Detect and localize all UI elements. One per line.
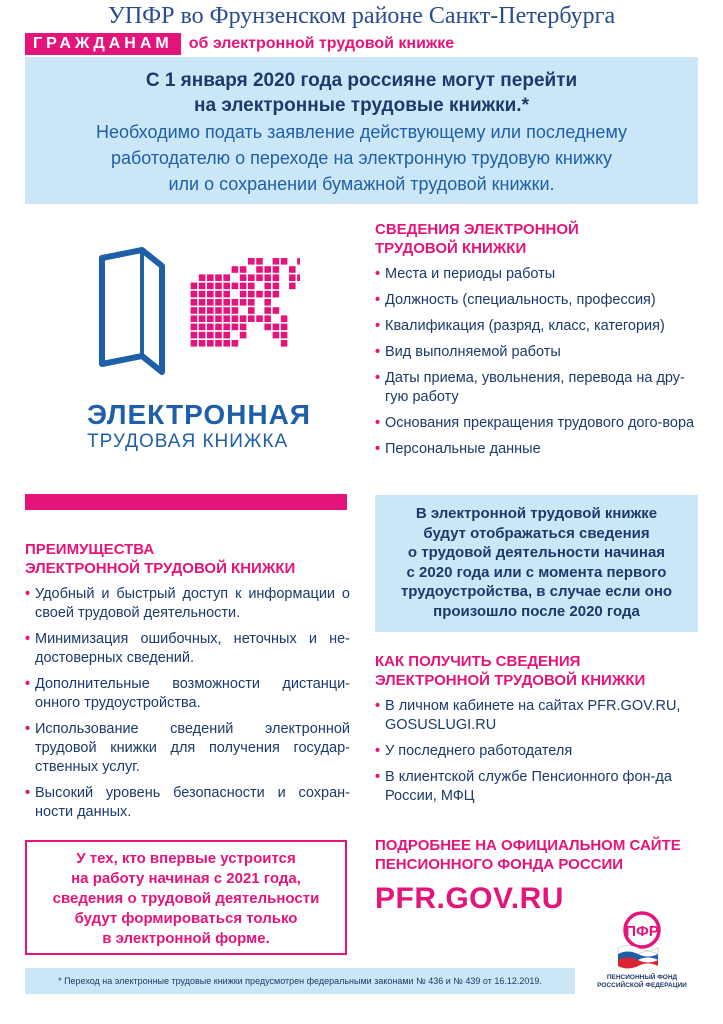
logo-pixel — [281, 315, 288, 322]
logo-pixel — [248, 315, 255, 322]
divider-bar — [25, 494, 347, 510]
list-item: • У последнего работодателя — [375, 742, 700, 761]
logo-pixel — [191, 291, 198, 298]
logo-pixel — [248, 274, 255, 281]
intro-headline-line: С 1 января 2020 года россияне могут перейти — [145, 70, 578, 91]
logo-pixel — [297, 258, 300, 265]
logo-pixel — [215, 283, 222, 290]
logo-pixel — [191, 315, 198, 322]
pfr-emblem-icon — [610, 910, 670, 970]
logo-pixel — [191, 324, 198, 331]
logo-pixel — [207, 274, 214, 281]
notice-box — [25, 840, 347, 955]
pfr-caption-line: РОССИЙСКОЙ ФЕДЕРАЦИИ — [597, 982, 687, 989]
audience-header — [25, 33, 454, 55]
logo-title: ЭЛЕКТРОННАЯ — [87, 399, 311, 430]
logo-pixel — [215, 291, 222, 298]
logo-pixel — [207, 283, 214, 290]
box-line: произошло после 2020 года — [433, 602, 640, 620]
logo-pixel — [281, 324, 288, 331]
topic-subtitle: об электронной трудовой книжке — [188, 35, 455, 52]
logo-pixel — [199, 283, 206, 290]
logo-pixel — [223, 274, 230, 281]
logo-pixel — [240, 266, 247, 273]
box-line: трудоустройства, в случае если оно — [400, 583, 673, 600]
logo-pixel — [199, 307, 206, 314]
logo-pixel — [264, 283, 271, 290]
box-line: с 2020 года или с момента первого — [406, 563, 667, 581]
logo-pixel — [207, 291, 214, 298]
list-item: • Даты приема, увольнения, перевода на дру-гую работу — [375, 369, 700, 407]
logo-pixel — [281, 340, 288, 347]
logo-pixel — [191, 332, 198, 339]
logo-pixel — [281, 332, 288, 339]
logo-pixel — [199, 332, 206, 339]
logo-pixel — [264, 299, 271, 306]
section-title: СВЕДЕНИЯ ЭЛЕКТРОННОЙ — [375, 221, 579, 238]
logo-pixel — [199, 340, 206, 347]
logo-pixel — [215, 299, 222, 306]
logo-pixel — [191, 307, 198, 314]
pfr-emblem-text: ПФР — [625, 923, 659, 940]
list-item: • Квалификация (разряд, класс, категория) — [375, 317, 700, 336]
info-list — [375, 265, 700, 459]
logo-pixel — [273, 274, 280, 281]
logo-pixel — [215, 324, 222, 331]
logo-pixel — [273, 324, 280, 331]
display-info-box — [375, 495, 698, 632]
logo-pixel — [248, 291, 255, 298]
list-item: • Должность (специальность, профессия) — [375, 291, 700, 310]
notice-line: в электронной форме. — [102, 930, 270, 947]
logo-pixel — [232, 324, 239, 331]
logo-pixel — [215, 332, 222, 339]
logo-pixel — [199, 291, 206, 298]
logo-pixel — [281, 258, 288, 265]
logo-pixel — [232, 340, 239, 347]
logo-pixel — [240, 299, 247, 306]
notice-line: У тех, кто впервые устроится — [76, 850, 296, 867]
logo-pixel — [199, 315, 206, 322]
box-line: В электронной трудовой книжке — [415, 505, 658, 522]
logo-pixel — [223, 324, 230, 331]
logo-pixel — [264, 274, 271, 281]
advantages-section — [25, 540, 350, 822]
logo-pixel — [273, 332, 280, 339]
logo-pixel — [223, 299, 230, 306]
section-title: ПРЕИМУЩЕСТВА — [25, 541, 155, 558]
logo-pixel — [199, 274, 206, 281]
section-title: ПОДРОБНЕЕ НА ОФИЦИАЛЬНОМ САЙТЕ — [375, 837, 681, 854]
logo-pixel — [191, 283, 198, 290]
notice-line: будут формироваться только — [74, 910, 298, 927]
logo-pixel — [207, 332, 214, 339]
list-item: • Места и периоды работы — [375, 265, 700, 284]
logo-pixel — [256, 266, 263, 273]
list-item: • В клиентской службе Пенсионного фон-да России, МФЦ — [375, 768, 700, 806]
list-item: • Высокий уровень безопасности и сохран-ности данных. — [25, 784, 350, 822]
logo-pixel — [289, 283, 296, 290]
logo-pixel — [215, 307, 222, 314]
list-item: • В личном кабинете на сайтах PFR.GOV.RU, GOSUSLUGI.RU — [375, 697, 700, 735]
logo-pixel — [273, 291, 280, 298]
logo-pixel — [223, 315, 230, 322]
logo-pixel — [273, 258, 280, 265]
logo-pixel — [240, 283, 247, 290]
how-list — [375, 697, 700, 806]
electronic-workbook-logo-icon — [80, 238, 300, 378]
logo-pixel — [232, 315, 239, 322]
logo-pixel — [256, 315, 263, 322]
logo-pixel — [256, 291, 263, 298]
intro-text-line: работодателю о переходе на электронную трудовую книжку — [110, 148, 613, 168]
logo-pixel — [248, 299, 255, 306]
logo-pixel — [223, 291, 230, 298]
logo-pixel — [240, 291, 247, 298]
box-line: о трудовой деятельности начиная — [407, 544, 666, 561]
section-title: ЭЛЕКТРОННОЙ ТРУДОВОЙ КНИЖКИ — [25, 560, 296, 577]
logo-pixel — [297, 274, 300, 281]
logo-pixel — [256, 274, 263, 281]
logo-pixel — [264, 291, 271, 298]
advantages-list — [25, 585, 350, 822]
logo-pixel — [215, 340, 222, 347]
list-item: • Минимизация ошибочных, неточных и не-достоверных сведений. — [25, 630, 350, 668]
logo-pixel — [248, 283, 255, 290]
logo-pixel — [191, 340, 198, 347]
logo-pixel — [207, 315, 214, 322]
intro-headline-line: на электронные трудовые книжки.* — [194, 95, 529, 116]
footnote: * Переход на электронные трудовые книжки предусмотрен федеральными законами № 436 и № 439 от 16.12.2019. — [25, 968, 575, 994]
list-item: • Основания прекращения трудового дого-вора — [375, 414, 700, 433]
logo-pixel — [232, 299, 239, 306]
logo-pixel — [273, 283, 280, 290]
section-title: ТРУДОВОЙ КНИЖКИ — [375, 240, 527, 257]
list-item: • Удобный и быстрый доступ к информации о своей трудовой деятельности. — [25, 585, 350, 623]
logo-pixel — [223, 283, 230, 290]
logo-pixel — [207, 340, 214, 347]
section-title: ПЕНСИОННОГО ФОНДА РОССИИ — [375, 856, 624, 873]
pfr-caption-line: ПЕНСИОННЫЙ ФОНД — [606, 974, 678, 981]
list-item: • Использование сведений электронной трудовой книжки для получения государ-ственных услуг. — [25, 720, 350, 777]
logo-pixel — [215, 315, 222, 322]
notice-line: сведения о трудовой деятельности — [52, 890, 320, 907]
logo-pixel — [264, 266, 271, 273]
pfr-site-link[interactable]: PFR.GOV.RU — [375, 882, 564, 915]
intro-panel — [25, 57, 698, 204]
logo-pixel — [240, 324, 247, 331]
pfr-caption — [588, 974, 696, 990]
workbook-info-section — [375, 220, 700, 459]
list-item: • Вид выполняемой работы — [375, 343, 700, 362]
list-item: • Дополнительные возможности дистанци-онного трудоустройства. — [25, 675, 350, 713]
intro-text-line: или о сохранении бумажной трудовой книжки. — [168, 174, 555, 194]
logo-pixel — [232, 266, 239, 273]
logo-pixel — [289, 274, 296, 281]
logo-pixel — [240, 315, 247, 322]
section-title: КАК ПОЛУЧИТЬ СВЕДЕНИЯ — [375, 653, 581, 670]
logo-pixel — [248, 258, 255, 265]
logo-pixel — [232, 283, 239, 290]
logo-pixel — [191, 299, 198, 306]
logo-pixel — [207, 324, 214, 331]
logo-pixel — [256, 258, 263, 265]
logo-pixel — [248, 307, 255, 314]
notice-line: на работу начиная с 2021 года, — [71, 870, 301, 887]
list-item: • Персональные данные — [375, 440, 700, 459]
section-title: ЭЛЕКТРОННОЙ ТРУДОВОЙ КНИЖКИ — [375, 672, 646, 689]
box-line: будут отображаться сведения — [423, 524, 650, 542]
logo-pixel — [273, 307, 280, 314]
more-info-section — [375, 836, 705, 874]
how-to-get-section — [375, 652, 700, 806]
intro-text-line: Необходимо подать заявление действующему или последнему — [95, 122, 628, 142]
logo-pixel — [199, 324, 206, 331]
logo-pixel — [223, 307, 230, 314]
logo-pixel — [223, 340, 230, 347]
logo-pixel — [207, 299, 214, 306]
logo-pixel — [264, 307, 271, 314]
logo-pixel — [240, 332, 247, 339]
logo-pixel — [264, 315, 271, 322]
logo-pixel — [215, 274, 222, 281]
logo-pixel — [264, 324, 271, 331]
logo-pixel — [223, 332, 230, 339]
logo-pixel — [289, 266, 296, 273]
logo-pixel — [273, 266, 280, 273]
logo-subtitle: ТРУДОВАЯ КНИЖКА — [87, 431, 289, 452]
logo-pixel — [207, 307, 214, 314]
logo-pixel — [232, 307, 239, 314]
page-title: УПФР во Фрунзенском районе Санкт-Петербурга — [107, 3, 616, 29]
logo-pixel — [199, 299, 206, 306]
logo-pixel — [240, 274, 247, 281]
audience-badge: ГРАЖДАНАМ — [25, 33, 181, 55]
